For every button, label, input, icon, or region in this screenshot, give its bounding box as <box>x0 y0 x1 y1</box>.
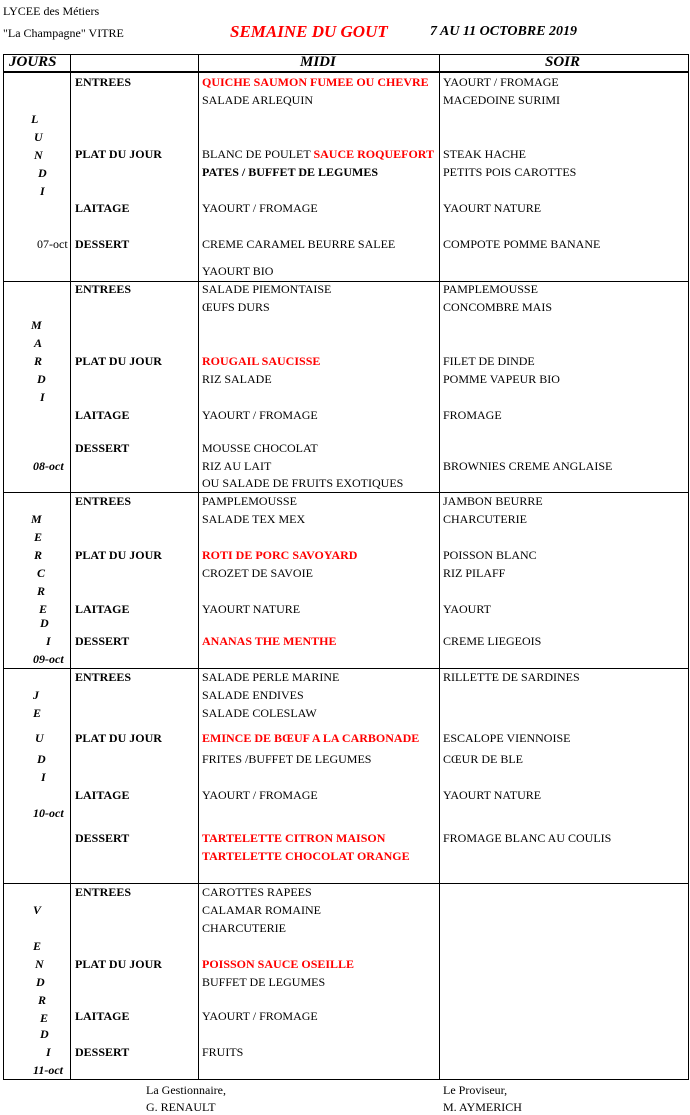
midi-item: YAOURT / FROMAGE <box>202 201 318 215</box>
category-plat: PLAT DU JOUR <box>75 147 162 161</box>
midi-item: SALADE ARLEQUIN <box>202 93 313 107</box>
day-date: 09-oct <box>33 652 64 666</box>
category-entrees: ENTREES <box>75 75 132 89</box>
category-plat: PLAT DU JOUR <box>75 731 162 745</box>
category-entrees: ENTREES <box>75 494 132 508</box>
soir-item: MACEDOINE SURIMI <box>443 93 560 107</box>
day-letter: E <box>39 602 48 616</box>
category-laitage: LAITAGE <box>75 201 130 215</box>
midi-item: SALADE TEX MEX <box>202 512 306 526</box>
day-letter: E <box>34 530 43 544</box>
category-plat: PLAT DU JOUR <box>75 957 162 971</box>
midi-item: ROUGAIL SAUCISSE <box>202 354 321 368</box>
midi-item: YAOURT BIO <box>202 264 274 278</box>
day-date: 08-oct <box>33 459 64 473</box>
soir-item: PETITS POIS CAROTTES <box>443 165 577 179</box>
midi-item: FRUITS <box>202 1045 244 1059</box>
grid-line <box>3 54 689 55</box>
midi-item: OU SALADE DE FRUITS EXOTIQUES <box>202 476 404 490</box>
soir-item: BROWNIES CREME ANGLAISE <box>443 459 613 473</box>
midi-item: PAMPLEMOUSSE <box>202 494 297 508</box>
midi-item: SALADE PIEMONTAISE <box>202 282 332 296</box>
midi-item: ŒUFS DURS <box>202 300 270 314</box>
midi-item: TARTELETTE CHOCOLAT ORANGE <box>202 849 410 863</box>
soir-item: YAOURT NATURE <box>443 788 542 802</box>
soir-item: STEAK HACHE <box>443 147 526 161</box>
soir-item: POISSON BLANC <box>443 548 537 562</box>
soir-item: CŒUR DE BLE <box>443 752 524 766</box>
soir-item: JAMBON BEURRE <box>443 494 543 508</box>
col-header-jours: JOURS <box>9 54 57 70</box>
day-letter: I <box>46 1045 51 1059</box>
day-letter: N <box>35 957 44 971</box>
grid-line <box>70 54 71 1080</box>
midi-item: YAOURT / FROMAGE <box>202 408 318 422</box>
category-dessert: DESSERT <box>75 831 130 845</box>
category-dessert: DESSERT <box>75 634 130 648</box>
grid-line <box>3 54 4 1080</box>
soir-item: FROMAGE <box>443 408 502 422</box>
soir-item: YAOURT NATURE <box>443 201 542 215</box>
midi-item: TARTELETTE CITRON MAISON <box>202 831 386 845</box>
day-letter: J <box>33 688 39 702</box>
day-letter: U <box>34 130 43 144</box>
day-letter: D <box>38 166 47 180</box>
category-laitage: LAITAGE <box>75 1009 130 1023</box>
midi-item: CHARCUTERIE <box>202 921 286 935</box>
day-letter: E <box>33 706 42 720</box>
midi-item: QUICHE SAUMON FUMEE OU CHEVRE <box>202 75 429 89</box>
category-entrees: ENTREES <box>75 282 132 296</box>
category-laitage: LAITAGE <box>75 602 130 616</box>
day-letter: E <box>40 1011 49 1025</box>
day-letter: E <box>33 939 42 953</box>
soir-item: ESCALOPE VIENNOISE <box>443 731 571 745</box>
category-dessert: DESSERT <box>75 1045 130 1059</box>
grid-line <box>3 668 689 669</box>
midi-item: RIZ AU LAIT <box>202 459 272 473</box>
midi-item: YAOURT NATURE <box>202 602 301 616</box>
soir-item: FROMAGE BLANC AU COULIS <box>443 831 612 845</box>
day-letter: D <box>40 616 49 630</box>
day-date: 11-oct <box>33 1063 63 1077</box>
day-date: 07-oct <box>37 237 68 251</box>
day-letter: C <box>37 566 46 580</box>
midi-item: SALADE ENDIVES <box>202 688 304 702</box>
gestionnaire-title: La Gestionnaire, <box>146 1083 226 1097</box>
midi-item: PATES / BUFFET DE LEGUMES <box>202 165 379 179</box>
day-letter: U <box>35 731 44 745</box>
grid-line <box>3 492 689 493</box>
midi-item: BUFFET DE LEGUMES <box>202 975 326 989</box>
grid-line <box>439 54 440 1080</box>
day-letter: D <box>40 1027 49 1041</box>
soir-item: CONCOMBRE MAIS <box>443 300 553 314</box>
proviseur-name: M. AYMERICH <box>443 1100 522 1114</box>
grid-line <box>3 1079 689 1080</box>
day-letter: V <box>33 903 42 917</box>
midi-item: CAROTTES RAPEES <box>202 885 312 899</box>
day-letter: A <box>34 336 43 350</box>
page-title: SEMAINE DU GOUT <box>230 22 388 41</box>
soir-item: YAOURT / FROMAGE <box>443 75 559 89</box>
midi-item: EMINCE DE BŒUF A LA CARBONADE <box>202 731 420 745</box>
midi-item: CROZET DE SAVOIE <box>202 566 313 580</box>
day-letter: R <box>34 548 43 562</box>
day-letter: L <box>31 112 39 126</box>
category-plat: PLAT DU JOUR <box>75 548 162 562</box>
midi-item: FRITES /BUFFET DE LEGUMES <box>202 752 372 766</box>
day-letter: R <box>37 584 46 598</box>
soir-item: COMPOTE POMME BANANE <box>443 237 601 251</box>
soir-item: CHARCUTERIE <box>443 512 527 526</box>
day-letter: D <box>36 975 45 989</box>
midi-item: YAOURT / FROMAGE <box>202 788 318 802</box>
midi-item: ROTI DE PORC SAVOYARD <box>202 548 358 562</box>
day-letter: M <box>31 512 42 526</box>
day-letter: R <box>38 993 47 1007</box>
soir-item: PAMPLEMOUSSE <box>443 282 538 296</box>
soir-item: CREME LIEGEOIS <box>443 634 542 648</box>
midi-item: POISSON SAUCE OSEILLE <box>202 957 355 971</box>
day-letter: I <box>40 184 45 198</box>
grid-line <box>688 54 689 1080</box>
midi-item: SALADE PERLE MARINE <box>202 670 340 684</box>
week-dates: 7 AU 11 OCTOBRE 2019 <box>430 24 578 39</box>
midi-item: MOUSSE CHOCOLAT <box>202 441 318 455</box>
soir-item: RIZ PILAFF <box>443 566 506 580</box>
category-entrees: ENTREES <box>75 670 132 684</box>
col-header-midi: MIDI <box>300 54 336 70</box>
day-letter: I <box>40 390 45 404</box>
soir-item: RILLETTE DE SARDINES <box>443 670 580 684</box>
category-dessert: DESSERT <box>75 441 130 455</box>
midi-item: RIZ SALADE <box>202 372 272 386</box>
day-letter: R <box>34 354 43 368</box>
day-date: 10-oct <box>33 806 64 820</box>
grid-line <box>198 54 199 1080</box>
grid-line <box>3 72 689 73</box>
day-letter: D <box>37 372 46 386</box>
category-laitage: LAITAGE <box>75 788 130 802</box>
school-subname: "La Champagne" VITRE <box>3 26 124 40</box>
category-dessert: DESSERT <box>75 237 130 251</box>
day-letter: I <box>41 770 46 784</box>
col-header-soir: SOIR <box>545 54 581 70</box>
midi-item: CREME CARAMEL BEURRE SALEE <box>202 237 396 251</box>
category-plat: PLAT DU JOUR <box>75 354 162 368</box>
grid-line <box>3 883 689 884</box>
day-letter: M <box>31 318 42 332</box>
midi-item: ANANAS THE MENTHE <box>202 634 337 648</box>
midi-item: YAOURT / FROMAGE <box>202 1009 318 1023</box>
soir-item: FILET DE DINDE <box>443 354 535 368</box>
day-letter: D <box>37 752 46 766</box>
midi-item: CALAMAR ROMAINE <box>202 903 322 917</box>
day-letter: N <box>34 148 43 162</box>
day-letter: I <box>46 634 51 648</box>
midi-item: SALADE COLESLAW <box>202 706 317 720</box>
proviseur-title: Le Proviseur, <box>443 1083 508 1097</box>
school-name: LYCEE des Métiers <box>3 4 100 18</box>
soir-item: YAOURT <box>443 602 491 616</box>
soir-item: POMME VAPEUR BIO <box>443 372 560 386</box>
midi-item: BLANC DE POULET SAUCE ROQUEFORT <box>202 147 435 161</box>
gestionnaire-name: G. RENAULT <box>146 1100 216 1114</box>
category-entrees: ENTREES <box>75 885 132 899</box>
category-laitage: LAITAGE <box>75 408 130 422</box>
